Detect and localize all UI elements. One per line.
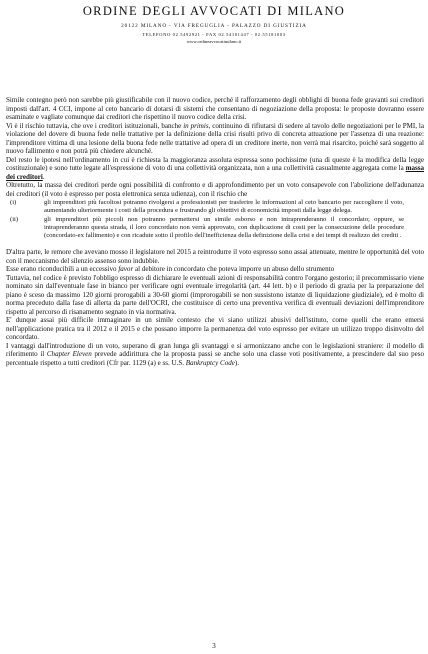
- paragraph: Oltretutto, la massa dei creditori perde ogni possibilità di confronto e di approfondimento per un voto consapevole con l'abolizione dell'adunanza dei creditori (il voto è espresso per posta elettronica senza udienza), con il rischio che: [6, 181, 424, 198]
- list-item: [6, 199, 424, 216]
- letterhead: [0, 0, 428, 44]
- list-item-text: gli imprenditori più facoltosi potranno rivolgersi a professionisti per trasferire le informazioni al ceto bancario per raccogliere il voto, aumentando ulteriormente i costi della procedura e frustrando gli obiettivi di economicità imposti dalla legge delega.: [44, 199, 404, 215]
- document-body: [6, 96, 424, 367]
- list-item-number: (ii): [10, 215, 19, 223]
- org-name: ORDINE DEGLI AVVOCATI DI MILANO: [82, 4, 346, 18]
- paragraph: Esse erano riconducibili a un eccessivo favor al debitore in concordato che poteva imporre un abuso dello strumento: [6, 265, 335, 274]
- paragraph: Vi è il rischio tuttavia, che ove i creditori istituzionali, banche in primis, continuino di rifiutarsi di sedere al tavolo delle negoziazioni per le PMI, la violazione del dovere di buona fede nelle trattative per la definizione della crisi risulti privo di concreta attuazione per l'assenza di una reazione: l'imprenditore vittima di una lesione della buona fede nelle trattative ad opera di un creditore inerte, non verrà mai risarcito, poiché sarà soggetto al nuovo fallimento e non potrà più chiedere alcunché.: [6, 121, 425, 155]
- risk-list: [6, 199, 424, 240]
- list-item-number: (i): [10, 199, 17, 206]
- paragraph: Tuttavia, nel codice è previsto l'obbligo espresso di dichiarare le eventuali azioni di responsabilità contro l'organo gestorio; il precommissario viene nominato sin dall'eventuale fase in bianco per verificare ogni eventuale irregolarità (art. 44 lett. b) e il periodo di grazia per la preparazione del piano è sceso da massimo 120 giorni prorogabili a 30-60 giorni (improrogabili se non sussistono istanze di liquidazione giudiziale), ed è molto di norma preceduto dalla fase di allerta da parte dell'OCRI, che costituisce di certo una preventiva verifica di eventuali deviazioni dell'imprenditore rispetto al percorso di risanamento segnato in via normativa.: [6, 273, 424, 316]
- page-number: 3: [212, 642, 216, 650]
- org-contacts: TELEFONO 02.5492921 - FAX 02.54101447 - 02.55181003: [142, 32, 286, 37]
- org-address: 20122 MILANO - VIA FREGUGLIA - PALAZZO DI GIUSTIZIA: [121, 23, 307, 29]
- paragraph: E' dunque assai più difficile immaginare in un simile contesto che vi siano utilizzi abusivi dell'istituto, come quelli che erano emersi nell'applicazione pratica tra il 2012 e il 2015 e che possano imporre la permanenza del voto espresso per evitare un utilizzo troppo disinvolto del concordato.: [6, 316, 424, 342]
- list-item-text: gli imprenditori più piccoli non potranno permettersi un simile esborso e non intraprenderanno il concordato; oppure, se intraprenderanno questa strada, il loro concordato non verrà approvato, con duplicazione di costi per la consecuzione delle procedure (concordato-ex fallimento) e con ricadute sotto il profilo dell'inefficienza della definizione della crisi e dei tempi di realizzo dei crediti .: [44, 215, 404, 240]
- paragraph: Simile contegno però non sarebbe più giustificabile con il nuovo codice, perché il rafforzamento degli obblighi di buona fede gravanti sui creditori imposti dall'art. 4 CCI, impone al ceto bancario di dotarsi di sistemi che consentano di negoziazione della proposta: le proposte dovranno essere esaminate e vagliate comunque dai creditori che rispettino il nuovo codice della crisi.: [6, 96, 424, 121]
- underlined-term: massa dei creditori: [6, 164, 424, 181]
- list-item: [6, 216, 424, 241]
- paragraph: Del resto le ipotesi nell'ordinamento in cui è richiesta la maggioranza assoluta espressa sono pochissime (una di queste è la modifica della legge costituzionale) e sono tutte legate all'espressione di voto di una collettività organizzata, non a una collettività casualmente aggregata come la massa dei creditori.: [6, 155, 424, 181]
- paragraph: I vantaggi dall'introduzione di un voto, superano di gran lunga gli svantaggi e si armonizzano anche con le legislazioni straniere: il modello di riferimento il Chapter Eleven prevede addirittura che la proposta passi se anche solo una classe voti positivamente, a prescindere dal suo peso percentuale rispetto a tutti creditori (Cfr par. 1129 (a) e ss. U.S. Bankruptcy Code).: [6, 341, 425, 367]
- org-website: www.ordineavvocatimilano.it: [186, 39, 242, 44]
- paragraph: D'altra parte, le remore che avevano mosso il legislatore nel 2015 a reintrodurre il voto espresso sono assai attenuate, mentre le opportunità del voto con il meccanismo del silenzio assenso sono indubbie.: [6, 248, 424, 265]
